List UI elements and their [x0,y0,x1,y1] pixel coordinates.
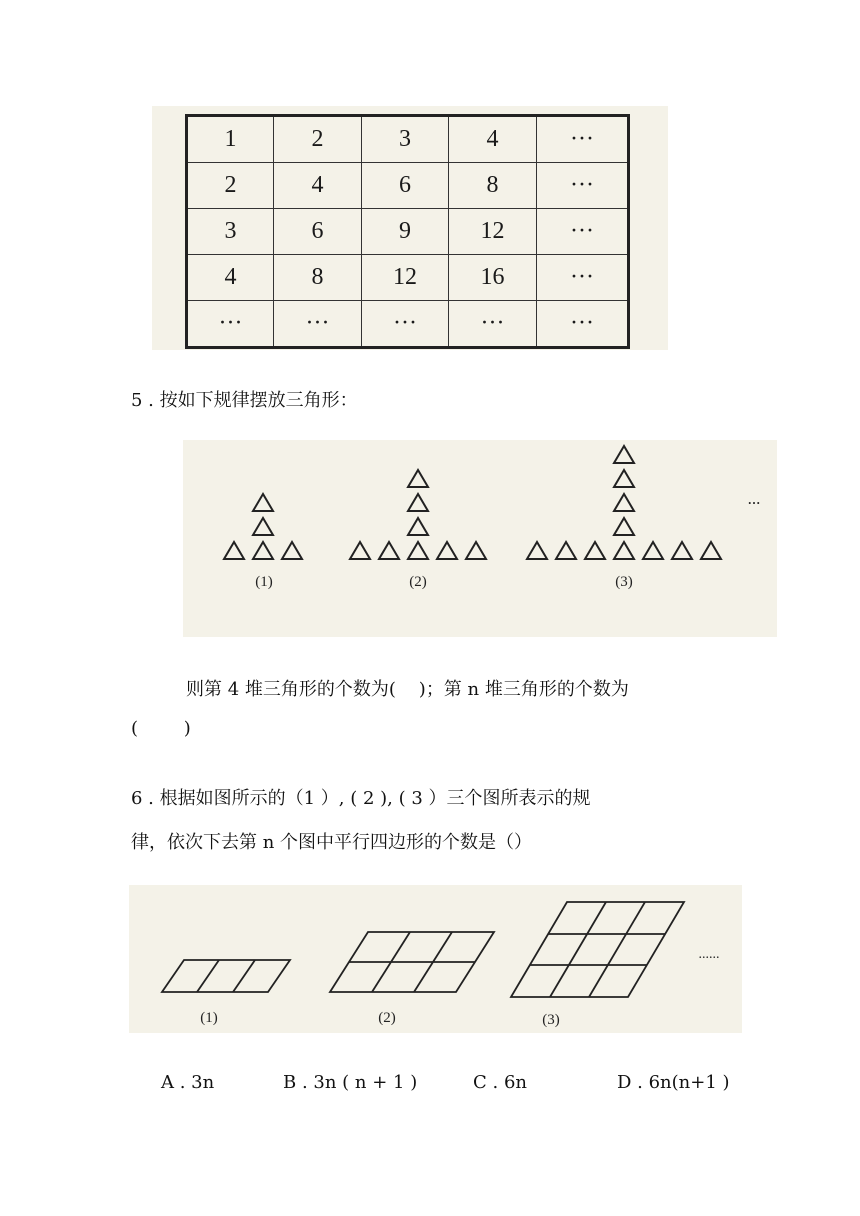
table-row [187,116,629,163]
question-5-stem-line1: 则第 4 堆三角形的个数为( )；第 n 堆三角形的个数为 [186,679,629,700]
table-cell: ··· [187,301,274,348]
option-c: C . 6n [473,1072,527,1093]
question-5-title: 5 . 按如下规律摆放三角形： [131,390,358,411]
table-cell: 9 [362,209,449,255]
parallelogram-figure [129,885,742,1033]
option-d: D . 6n(n+1 ) [617,1072,730,1093]
table-cell: 2 [187,163,274,209]
table-cell: 8 [449,163,537,209]
option-a: A . 3n [161,1072,215,1093]
figure-label: (1) [200,1010,218,1026]
number-table-figure [152,106,668,350]
parallelogram-grid-3 [511,902,684,997]
table-row [187,255,629,301]
table-cell: 6 [362,163,449,209]
option-b: B . 3n ( n + 1 ) [283,1072,418,1093]
triangle-stack-1 [224,494,302,559]
figure-label: (3) [615,574,633,590]
parallelogram-svg [129,885,742,1033]
table-row [187,209,629,255]
table-cell: ··· [362,301,449,348]
figure-label: (1) [255,574,273,590]
table-cell: 4 [274,163,362,209]
triangle-stack-2 [350,470,486,559]
figure-label: (3) [542,1012,560,1028]
table-cell: ··· [274,301,362,348]
question-6-line2: 律，依次下去第 n 个图中平行四边形的个数是（） [131,832,533,853]
table-row [187,163,629,209]
table-cell: 8 [274,255,362,301]
triangle-stacks-figure [183,440,777,637]
table-cell: ··· [537,116,629,163]
table-cell: ··· [537,209,629,255]
table-cell: ··· [537,301,629,348]
table-cell: 12 [449,209,537,255]
table-cell: 4 [449,116,537,163]
table-cell: 12 [362,255,449,301]
table-cell: 4 [187,255,274,301]
table-cell: ··· [537,163,629,209]
parallelogram-grid-1 [162,960,290,992]
table-cell: ··· [449,301,537,348]
table-cell: 3 [187,209,274,255]
figure-label: (2) [378,1010,396,1026]
ellipsis: ...... [698,947,720,962]
triangle-stack-3 [527,446,721,559]
table-cell: ··· [537,255,629,301]
table-cell: 2 [274,116,362,163]
figure-label: (2) [409,574,427,590]
table-cell: 6 [274,209,362,255]
ellipsis: ... [747,489,761,508]
table-row [187,301,629,348]
table-cell: 16 [449,255,537,301]
table-cell: 3 [362,116,449,163]
question-5-stem-line2: ( ) [131,718,191,739]
parallelogram-grid-2 [330,932,494,992]
number-table [185,114,630,349]
table-cell: 1 [187,116,274,163]
triangle-stacks-svg [183,440,777,637]
question-6-line1: 6 . 根据如图所示的（1 ）, ( 2 ), ( 3 ）三个图所表示的规 [131,788,591,809]
